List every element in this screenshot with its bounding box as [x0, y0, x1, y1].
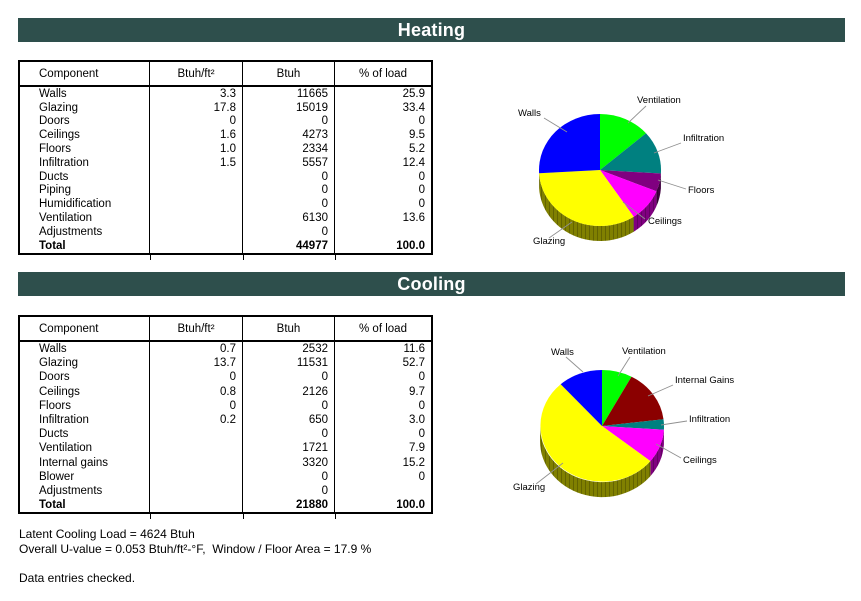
pie-slice-walls [539, 114, 600, 173]
pie-label: Infiltration [683, 133, 725, 144]
value-cell: 0 [243, 370, 335, 384]
column-header: Btuh/ft² [150, 317, 243, 342]
value-cell: 6130 [243, 211, 335, 225]
value-cell: 0.7 [150, 342, 243, 356]
value-cell: 2126 [243, 385, 335, 399]
pie-label-leader [628, 106, 646, 123]
component-cell: Floors [20, 142, 150, 156]
pie-label-leader [544, 118, 567, 132]
pie-label: Ventilation [622, 346, 666, 357]
value-cell [335, 484, 431, 498]
value-cell: 15019 [243, 101, 335, 115]
value-cell: 9.5 [409, 129, 425, 142]
value-cell: 3320 [243, 456, 335, 470]
component-cell: Glazing [20, 356, 150, 370]
value-cell: 33.4 [402, 101, 425, 114]
component-cell: Infiltration [20, 156, 150, 170]
value-cell: 0 [243, 484, 335, 498]
pie-label: Walls [518, 108, 541, 119]
table-grid-stub [150, 512, 151, 519]
component-cell: Glazing [20, 101, 150, 115]
pie-label: Infiltration [689, 414, 731, 425]
value-cell: 3.0 [409, 414, 425, 427]
value-cell: 13.6 [402, 212, 425, 225]
value-cell: 100.0 [396, 239, 425, 252]
value-cell [150, 239, 243, 253]
component-cell: Doors [20, 115, 150, 129]
cooling-pie-chart [480, 330, 860, 515]
value-cell: 2334 [243, 142, 335, 156]
value-cell: 0 [243, 184, 335, 198]
heating-pie-chart [480, 75, 860, 265]
value-cell: 0 [243, 399, 335, 413]
overall-uvalue-text: Overall U-value = 0.053 Btuh/ft²-°F, Window / Floor Area = 17.9 % [19, 542, 372, 556]
pie-label-leader [654, 143, 681, 153]
value-cell [150, 225, 243, 239]
value-cell: 0 [243, 197, 335, 211]
value-cell: 11531 [243, 356, 335, 370]
value-cell: 0 [418, 198, 425, 211]
column-header: Component [20, 62, 150, 87]
value-cell: 0 [150, 399, 243, 413]
value-cell: 11665 [243, 87, 335, 101]
heating-title: Heating [397, 19, 466, 40]
table-grid-stub [335, 253, 336, 260]
column-header: % of load [335, 62, 431, 87]
latent-cooling-load-text: Latent Cooling Load = 4624 Btuh [19, 527, 195, 541]
pie-label-leader [648, 385, 673, 396]
pie-label-leader [618, 357, 630, 376]
pie-label: Walls [551, 347, 574, 358]
column-header: Btuh/ft² [150, 62, 243, 87]
value-cell [150, 211, 243, 225]
table-grid-stub [335, 512, 336, 519]
table-grid-stub [150, 253, 151, 260]
value-cell [150, 470, 243, 484]
value-cell: 1721 [243, 441, 335, 455]
value-cell: 0 [418, 115, 425, 128]
value-cell: 44977 [243, 239, 335, 253]
pie-label-leader [658, 180, 686, 189]
value-cell [150, 456, 243, 470]
pie-label: Glazing [533, 236, 566, 247]
value-cell [150, 427, 243, 441]
component-cell: Blower [20, 470, 150, 484]
value-cell: 25.9 [402, 87, 425, 100]
pie-label-leader [566, 357, 583, 372]
value-cell: 11.6 [403, 343, 425, 356]
component-cell: Walls [20, 342, 150, 356]
column-header: Btuh [243, 62, 335, 87]
value-cell: 5.2 [409, 143, 425, 156]
pie-label: Floors [688, 185, 715, 196]
value-cell [150, 441, 243, 455]
value-cell: 1.0 [150, 142, 243, 156]
value-cell: 3.3 [150, 87, 243, 101]
component-cell: Walls [20, 87, 150, 101]
value-cell: 100.0 [396, 499, 425, 512]
column-header: Btuh [243, 317, 335, 342]
pie-label: Ventilation [637, 95, 681, 106]
table-grid-stub [243, 253, 244, 260]
pie-label-leader [661, 421, 687, 425]
component-cell: Ventilation [20, 441, 150, 455]
component-cell: Total [20, 239, 150, 253]
cooling-title: Cooling [397, 273, 466, 294]
component-cell: Floors [20, 399, 150, 413]
value-cell: 0 [243, 427, 335, 441]
value-cell: 7.9 [409, 442, 425, 455]
heating-table [18, 60, 433, 255]
value-cell: 0 [418, 371, 425, 384]
value-cell: 0 [418, 470, 425, 483]
value-cell: 0 [418, 170, 425, 183]
value-cell: 17.8 [150, 101, 243, 115]
value-cell: 0 [418, 428, 425, 441]
value-cell: 5557 [243, 156, 335, 170]
value-cell: 0 [243, 115, 335, 129]
value-cell: 21880 [243, 498, 335, 512]
component-cell: Piping [20, 184, 150, 198]
pie-label: Internal Gains [675, 375, 735, 386]
value-cell: 650 [243, 413, 335, 427]
column-header: % of load [335, 317, 431, 342]
value-cell: 0.8 [150, 385, 243, 399]
value-cell [150, 184, 243, 198]
value-cell: 1.5 [150, 156, 243, 170]
value-cell: 2532 [243, 342, 335, 356]
value-cell: 52.7 [402, 357, 425, 370]
heating-section-header [18, 18, 845, 42]
component-cell: Ducts [20, 427, 150, 441]
value-cell: 1.6 [150, 128, 243, 142]
data-entries-status-text: Data entries checked. [19, 571, 136, 585]
value-cell: 0 [243, 225, 335, 239]
component-cell: Ceilings [20, 385, 150, 399]
value-cell [150, 498, 243, 512]
value-cell: 0 [150, 115, 243, 129]
value-cell: 0 [243, 170, 335, 184]
component-cell: Adjustments [20, 225, 150, 239]
column-header: Component [20, 317, 150, 342]
pie-label: Glazing [513, 482, 546, 493]
value-cell: 0.2 [150, 413, 243, 427]
value-cell [150, 197, 243, 211]
pie-label: Ceilings [683, 455, 717, 466]
table-grid-stub [243, 512, 244, 519]
value-cell: 9.7 [409, 385, 425, 398]
value-cell: 15.2 [402, 456, 425, 469]
value-cell: 12.4 [402, 156, 425, 169]
value-cell [150, 170, 243, 184]
value-cell: 0 [243, 470, 335, 484]
cooling-section-header [18, 272, 845, 296]
component-cell: Humidification [20, 197, 150, 211]
value-cell: 4273 [243, 128, 335, 142]
component-cell: Doors [20, 370, 150, 384]
value-cell: 0 [418, 184, 425, 197]
component-cell: Infiltration [20, 413, 150, 427]
value-cell: 0 [150, 370, 243, 384]
component-cell: Total [20, 498, 150, 512]
component-cell: Internal gains [20, 456, 150, 470]
component-cell: Adjustments [20, 484, 150, 498]
cooling-table [18, 315, 433, 514]
component-cell: Ventilation [20, 211, 150, 225]
value-cell: 0 [418, 399, 425, 412]
pie-label: Ceilings [648, 216, 682, 227]
component-cell: Ceilings [20, 128, 150, 142]
value-cell: 13.7 [150, 356, 243, 370]
value-cell [150, 484, 243, 498]
value-cell [335, 225, 431, 239]
component-cell: Ducts [20, 170, 150, 184]
